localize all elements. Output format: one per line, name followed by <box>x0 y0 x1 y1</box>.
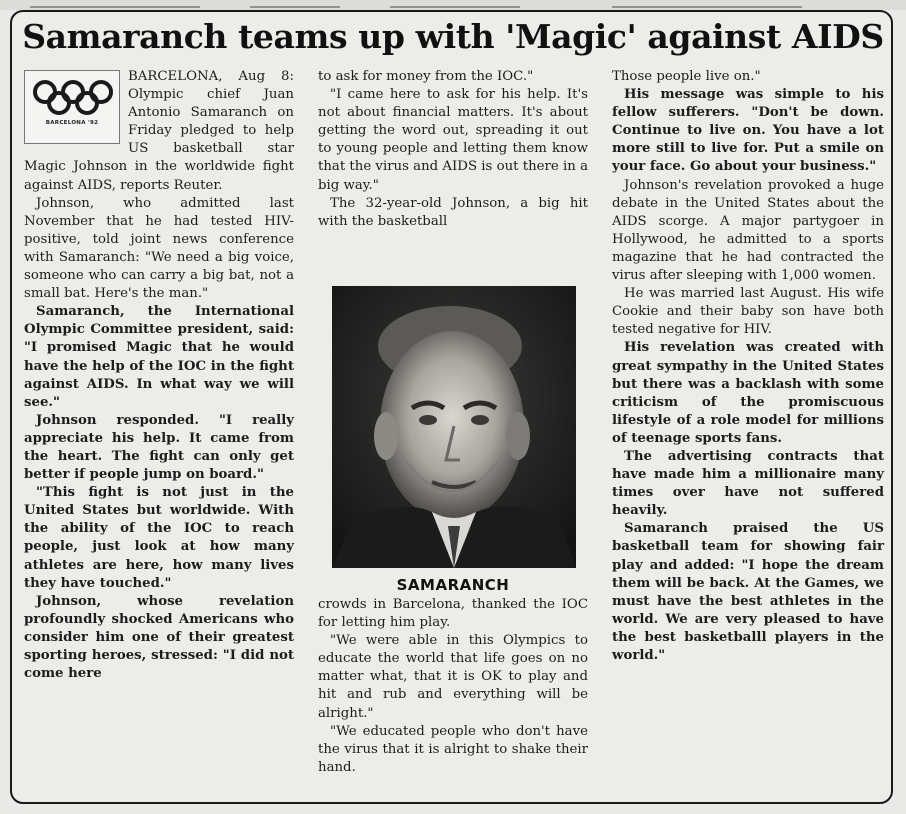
article-column-1 <box>24 68 294 683</box>
paragraph: His message was simple to his fellow sufferers. "Don't be down. Continue to live on. You have a lot more still to live for. Put a smile on your face. Go about your business." <box>612 87 884 175</box>
photo-caption: SAMARANCH <box>396 576 510 594</box>
paragraph: crowds in Barcelona, thanked the IOC for letting him play. <box>318 597 588 631</box>
paragraph: His revelation was created with great sympathy in the United States but there was a backlash with some criticism of the promiscuous lifestyle of a role model for millions of teenage sports fans. <box>612 340 884 446</box>
paragraph: "This fight is not just in the United States but worldwide. With the ability of the IOC to reach people, just look at how many athletes are here, how many lives they have touched." <box>24 485 294 591</box>
portrait-image <box>332 286 576 568</box>
paragraph: "We educated people who don't have the virus that it is alright to shake their hand. <box>318 723 588 775</box>
article-column-2-bottom <box>318 596 588 777</box>
paragraph: Johnson's revelation provoked a huge debate in the United States about the AIDS scorge. A major partygoer in Hollywood, he admitted to a sports magazine that he had contracted the virus after sleeping with 1,000 women. <box>612 177 884 284</box>
paragraph: The 32-year-old Johnson, a big hit with the basketball <box>318 195 588 229</box>
article-column-3 <box>612 68 884 665</box>
barcelona-92-logo <box>24 70 120 144</box>
paragraph: Johnson responded. "I really appreciate his help. It came from the heart. The fight can only get better if people jump on board." <box>24 412 294 483</box>
paragraph: Johnson, who admitted last November that he had tested HIV-positive, told joint news conference with Samaranch: "We need a big voice, someone who can carry a big bat, not a small bat. Here's the man." <box>24 195 294 302</box>
headline: Samaranch teams up with 'Magic' against AIDS <box>22 17 884 56</box>
paragraph: He was married last August. His wife Cookie and their baby son have both tested negative for HIV. <box>612 286 884 338</box>
paragraph: Samaranch, the International Olympic Committee president, said: "I promised Magic that he would have the help of the IOC in the fight against AIDS. In what way we will see." <box>24 304 294 410</box>
paragraph: BARCELONA, Aug 8: Olympic chief Juan Antonio Samaranch on Friday pledged to help US basketball star Magic Johnson in the worldwide fight against AIDS, reports Reuter. <box>24 69 294 193</box>
paragraph: Samaranch praised the US basketball team for showing fair play and added: "I hope the dream them will be back. At the Games, we must have the best athletes in the world. We are very pleased to have the best basketballl players in the world." <box>612 521 884 663</box>
paragraph: to ask for money from the IOC." <box>318 69 534 84</box>
paragraph: Johnson, whose revelation profoundly shocked Americans who consider him one of their greatest sporting heroes, stressed: "I did not come here <box>24 593 294 682</box>
article-column-2-top <box>318 68 588 231</box>
previous-article-fragment <box>0 0 906 10</box>
samaranch-photo <box>332 286 576 568</box>
paragraph: Those people live on." <box>612 69 761 84</box>
logo-caption: BARCELONA '92 <box>45 119 99 126</box>
paragraph: "We were able in this Olympics to educate the world that life goes on no matter what, that it is OK to play and hit and rub and everything will be alright." <box>318 633 588 721</box>
paragraph: "I came here to ask for his help. It's not about financial matters. It's about getting the word out, spreading it out to young people and letting them know that the virus and AIDS is out there in a big way." <box>318 87 588 193</box>
paragraph: The advertising contracts that have made him a millionaire many times over have not suffered heavily. <box>612 448 884 519</box>
